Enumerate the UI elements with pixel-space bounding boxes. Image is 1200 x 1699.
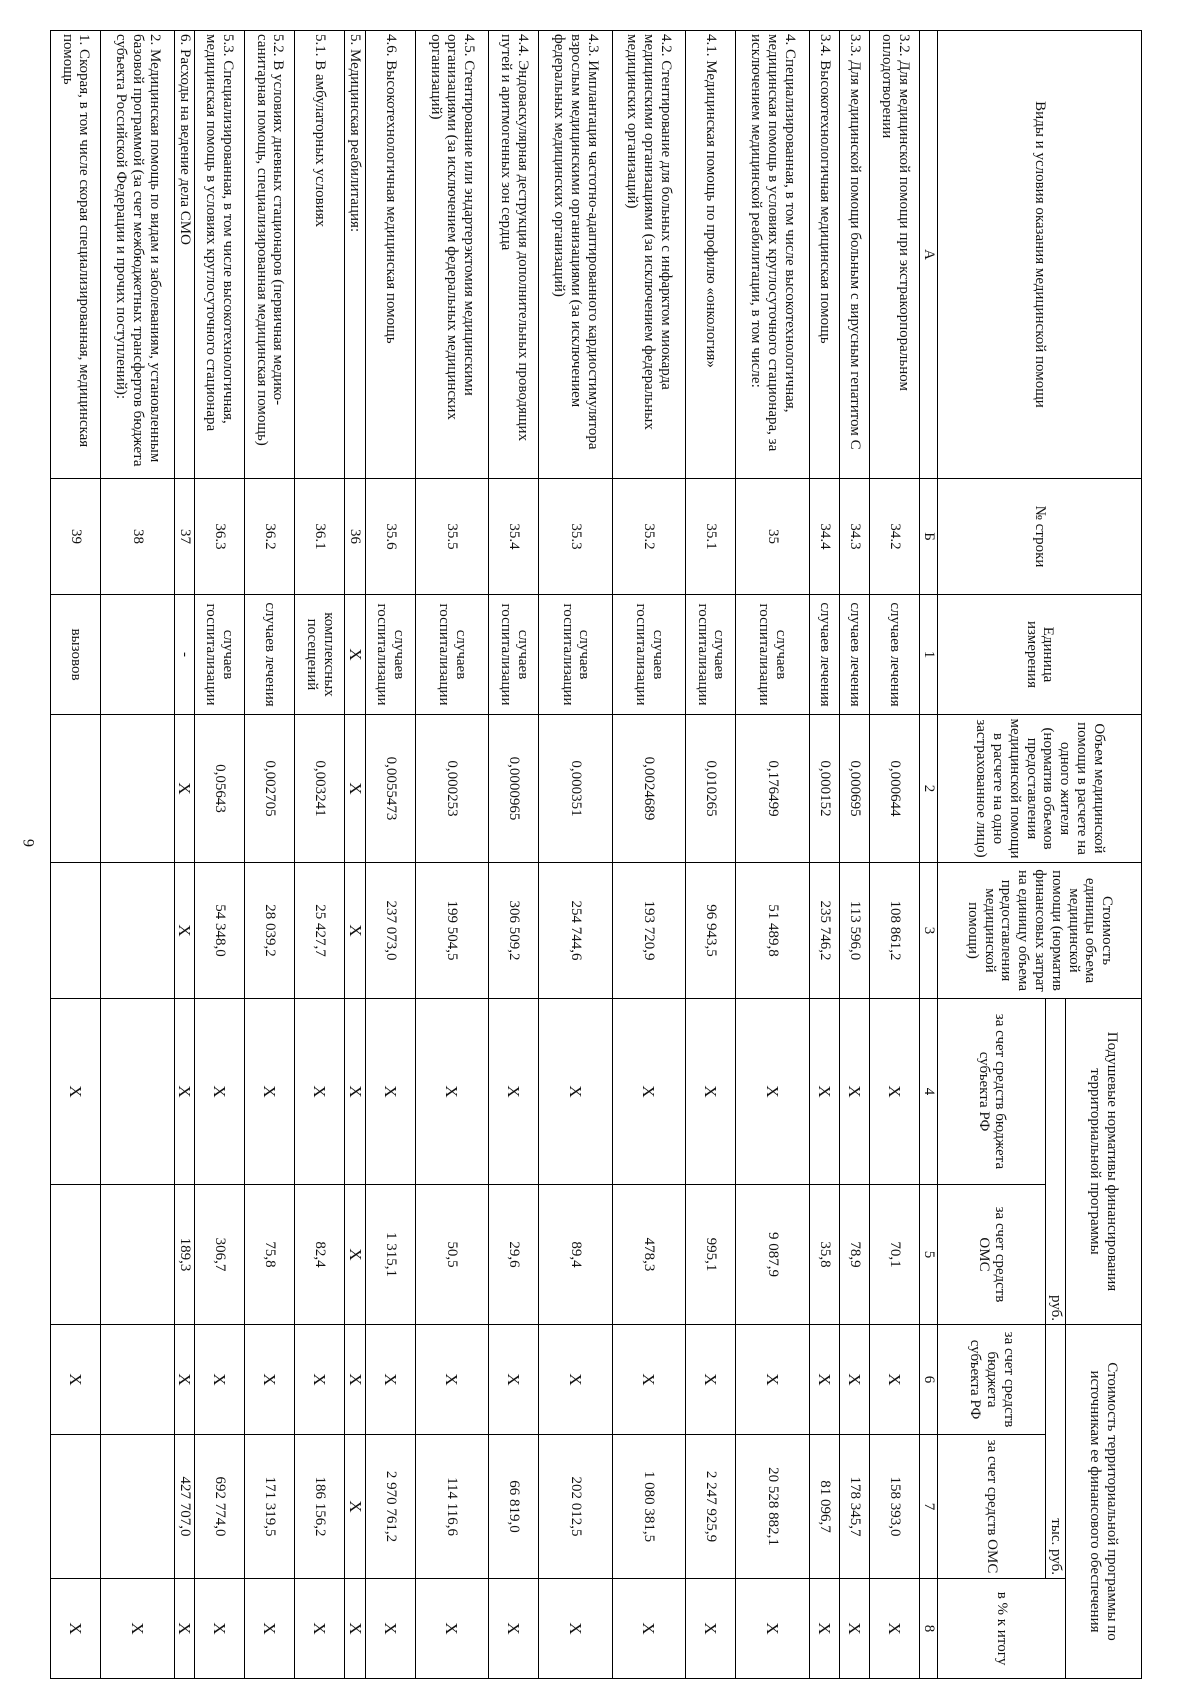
- cost-oms-cell: 81 096,7: [809, 1435, 839, 1579]
- table-row: [736, 31, 809, 1679]
- unit-cost-cell: 113 596,0: [839, 863, 869, 999]
- percent-cell: Х: [345, 1579, 365, 1679]
- volume-cell: 0,0024689: [612, 715, 685, 863]
- header-col-4: за счет средств бюджета субъекта РФ: [938, 999, 1046, 1185]
- unit-cell: случаев лечения: [839, 595, 869, 715]
- unit-cost-cell: 51 489,8: [736, 863, 809, 999]
- cost-budget-cell: [101, 1325, 174, 1435]
- cost-budget-cell: Х: [194, 1325, 244, 1435]
- percap-oms-cell: 189,3: [174, 1185, 194, 1325]
- unit-cell: Х: [345, 595, 365, 715]
- cost-oms-cell: 114 116,6: [415, 1435, 488, 1579]
- volume-cell: 0,000253: [415, 715, 488, 863]
- table-row: [489, 31, 539, 1679]
- row-label: 3.4. Высокотехнологичная медицинская помощь: [809, 31, 839, 479]
- table-row: [174, 31, 194, 1679]
- row-label: 4.3. Имплантация частотно-адаптированного кардиостимулятора взрослым медицинскими организациями (за исключением федеральных медицинских организаций): [539, 31, 612, 479]
- table-row: [415, 31, 488, 1679]
- percap-oms-cell: 75,8: [244, 1185, 294, 1325]
- row-number: 36.3: [194, 479, 244, 595]
- cost-budget-cell: Х: [365, 1325, 415, 1435]
- percap-oms-cell: 78,9: [839, 1185, 869, 1325]
- percap-budget-cell: Х: [839, 999, 869, 1185]
- cost-oms-cell: Х: [345, 1435, 365, 1579]
- percap-oms-cell: 89,4: [539, 1185, 612, 1325]
- percap-oms-cell: 82,4: [295, 1185, 345, 1325]
- unit-cell: случаев госпитализации: [489, 595, 539, 715]
- cost-budget-cell: Х: [415, 1325, 488, 1435]
- percap-oms-cell: 306,7: [194, 1185, 244, 1325]
- row-label: 4.6. Высокотехнологичная медицинская помощь: [365, 31, 415, 479]
- unit-cell: случаев госпитализации: [194, 595, 244, 715]
- cost-budget-cell: Х: [345, 1325, 365, 1435]
- table-row: [365, 31, 415, 1679]
- percap-budget-cell: Х: [295, 999, 345, 1185]
- volume-cell: 0,010265: [686, 715, 736, 863]
- cost-oms-cell: 66 819,0: [489, 1435, 539, 1579]
- percap-budget-cell: Х: [345, 999, 365, 1185]
- unit-cost-cell: 25 427,7: [295, 863, 345, 999]
- percent-cell: Х: [489, 1579, 539, 1679]
- col-num-4: 4: [920, 999, 938, 1185]
- row-number: 37: [174, 479, 194, 595]
- table-row: [194, 31, 244, 1679]
- percent-cell: Х: [686, 1579, 736, 1679]
- col-num-2: 2: [920, 715, 938, 863]
- percent-cell: Х: [295, 1579, 345, 1679]
- table-row: [295, 31, 345, 1679]
- cost-oms-cell: 20 528 882,1: [736, 1435, 809, 1579]
- percent-cell: Х: [174, 1579, 194, 1679]
- percap-budget-cell: Х: [736, 999, 809, 1185]
- budget-table: [50, 30, 1142, 1679]
- volume-cell: 0,002705: [244, 715, 294, 863]
- col-num-6: 6: [920, 1325, 938, 1435]
- row-number: 35.6: [365, 479, 415, 595]
- row-label: 1. Скорая, в том числе скорая специализированная, медицинская помощь: [51, 31, 101, 479]
- table-row: [612, 31, 685, 1679]
- table-row: [870, 31, 920, 1679]
- page-number: 6: [21, 839, 38, 847]
- row-label: 5.3. Специализированная, в том числе высокотехнологичная, медицинская помощь в условиях круглосуточного стационара: [194, 31, 244, 479]
- cost-oms-cell: 2 970 761,2: [365, 1435, 415, 1579]
- percap-budget-cell: Х: [174, 999, 194, 1185]
- volume-cell: 0,0055473: [365, 715, 415, 863]
- cost-budget-cell: Х: [295, 1325, 345, 1435]
- percap-budget-cell: Х: [194, 999, 244, 1185]
- volume-cell: Х: [345, 715, 365, 863]
- row-number: 38: [101, 479, 174, 595]
- header-col-1: Единица измерения: [938, 595, 1142, 715]
- row-number: 35.5: [415, 479, 488, 595]
- cost-oms-cell: 158 393,0: [870, 1435, 920, 1579]
- table-row: [686, 31, 736, 1679]
- row-label: 2. Медицинская помощь по видам и заболеваниям, установленным базовой программой (за счет межбюджетных трансфертов бюджета субъекта Российской Федерации и прочих поступлений):: [101, 31, 174, 479]
- table-row: [345, 31, 365, 1679]
- row-label: 4.2. Стентирование для больных с инфарктом миокарда медицинскими организациями (за исключением федеральных медицинских организаций): [612, 31, 685, 479]
- unit-cell: комплексных посещений: [295, 595, 345, 715]
- cost-budget-cell: Х: [539, 1325, 612, 1435]
- row-label: 4.1. Медицинская помощь по профилю «онкология»: [686, 31, 736, 479]
- col-num-5: 5: [920, 1185, 938, 1325]
- row-number: 35.4: [489, 479, 539, 595]
- percap-oms-cell: 995,1: [686, 1185, 736, 1325]
- volume-cell: Х: [174, 715, 194, 863]
- row-label: 4.4. Эндоваскулярная деструкция дополнительных проводящих путей и аритмогенных зон сердца: [489, 31, 539, 479]
- unit-cost-cell: 306 509,2: [489, 863, 539, 999]
- percent-cell: Х: [870, 1579, 920, 1679]
- unit-cell: случаев госпитализации: [365, 595, 415, 715]
- percap-oms-cell: 35,8: [809, 1185, 839, 1325]
- table-row: [809, 31, 839, 1679]
- unit-cost-cell: 254 744,6: [539, 863, 612, 999]
- percent-cell: Х: [539, 1579, 612, 1679]
- percap-budget-cell: Х: [365, 999, 415, 1185]
- unit-cell: случаев лечения: [809, 595, 839, 715]
- cost-budget-cell: Х: [870, 1325, 920, 1435]
- row-label: 5. Медицинская реабилитация:: [345, 31, 365, 479]
- header-col-2: Объем медицинской помощи в расчете на одного жителя (норматив объемов предоставления медицинской помощи в расчете на одно застрахованное лицо): [938, 715, 1142, 863]
- col-num-1: 1: [920, 595, 938, 715]
- header-col-3: Стоимость единицы объема медицинской помощи (норматив финансовых затрат на единицу объема предоставления медицинской помощи): [938, 863, 1142, 999]
- rotated-page: [50, 30, 1142, 1678]
- col-num-a: А: [920, 31, 938, 479]
- row-number: 34.2: [870, 479, 920, 595]
- volume-cell: 0,000152: [809, 715, 839, 863]
- header-group-cost: Стоимость территориальной программы по источникам ее финансового обеспечения: [1066, 1325, 1142, 1679]
- row-label: 4. Специализированная, в том числе высокотехнологичная, медицинская помощь в условиях круглосуточного стационара, за исключением медицинской реабилитации, в том числе:: [736, 31, 809, 479]
- cost-oms-cell: 692 774,0: [194, 1435, 244, 1579]
- percap-budget-cell: [101, 999, 174, 1185]
- row-number: 35: [736, 479, 809, 595]
- cost-budget-cell: Х: [174, 1325, 194, 1435]
- percap-oms-cell: 1 315,1: [365, 1185, 415, 1325]
- header-col-5: за счет средств ОМС: [938, 1185, 1046, 1325]
- percent-cell: Х: [839, 1579, 869, 1679]
- header-col-b: № строки: [938, 479, 1142, 595]
- unit-cell: случаев лечения: [870, 595, 920, 715]
- unit-cost-cell: 96 943,5: [686, 863, 736, 999]
- row-label: 6. Расходы на ведение дела СМО: [174, 31, 194, 479]
- header-col-6: за счет средств бюджета субъекта РФ: [938, 1325, 1046, 1435]
- percap-oms-cell: 70,1: [870, 1185, 920, 1325]
- cost-oms-cell: 1 080 381,5: [612, 1435, 685, 1579]
- percap-budget-cell: Х: [809, 999, 839, 1185]
- unit-cell: вызовов: [51, 595, 101, 715]
- unit-cost-cell: 54 348,0: [194, 863, 244, 999]
- percap-oms-cell: 9 087,9: [736, 1185, 809, 1325]
- percent-cell: Х: [365, 1579, 415, 1679]
- table-row: [539, 31, 612, 1679]
- unit-cell: случаев госпитализации: [415, 595, 488, 715]
- volume-cell: 0,000695: [839, 715, 869, 863]
- cost-oms-cell: 202 012,5: [539, 1435, 612, 1579]
- table-row: [839, 31, 869, 1679]
- cost-oms-cell: 178 345,7: [839, 1435, 869, 1579]
- volume-cell: 0,000644: [870, 715, 920, 863]
- cost-budget-cell: Х: [489, 1325, 539, 1435]
- row-label: 3.3. Для медицинской помощи больным с вирусным гепатитом С: [839, 31, 869, 479]
- percap-oms-cell: 478,3: [612, 1185, 685, 1325]
- volume-cell: 0,003241: [295, 715, 345, 863]
- percent-cell: Х: [736, 1579, 809, 1679]
- percap-budget-cell: Х: [870, 999, 920, 1185]
- percap-oms-cell: Х: [345, 1185, 365, 1325]
- unit-cell: случаев госпитализации: [612, 595, 685, 715]
- percap-budget-cell: Х: [539, 999, 612, 1185]
- unit-cost-cell: 235 746,2: [809, 863, 839, 999]
- percent-cell: Х: [51, 1579, 101, 1679]
- cost-oms-cell: [101, 1435, 174, 1579]
- cost-oms-cell: 427 707,0: [174, 1435, 194, 1579]
- percap-oms-cell: [51, 1185, 101, 1325]
- row-label: 5.1. В амбулаторных условиях: [295, 31, 345, 479]
- percent-cell: Х: [194, 1579, 244, 1679]
- unit-cost-cell: [51, 863, 101, 999]
- table-row: [51, 31, 101, 1679]
- table-row: [101, 31, 174, 1679]
- col-num-7: 7: [920, 1435, 938, 1579]
- cost-oms-cell: 186 156,2: [295, 1435, 345, 1579]
- volume-cell: [51, 715, 101, 863]
- unit-cell: случаев госпитализации: [736, 595, 809, 715]
- unit-cell: случаев госпитализации: [539, 595, 612, 715]
- percap-budget-cell: Х: [686, 999, 736, 1185]
- header-thous-rub: тыс. руб.: [1046, 1325, 1066, 1579]
- percent-cell: Х: [809, 1579, 839, 1679]
- percent-cell: Х: [415, 1579, 488, 1679]
- unit-cost-cell: [101, 863, 174, 999]
- unit-cell: [101, 595, 174, 715]
- header-rub: руб.: [1046, 999, 1066, 1325]
- row-number: 36.1: [295, 479, 345, 595]
- row-number: 35.2: [612, 479, 685, 595]
- unit-cost-cell: 28 039,2: [244, 863, 294, 999]
- cost-budget-cell: Х: [736, 1325, 809, 1435]
- volume-cell: 0,176499: [736, 715, 809, 863]
- header-col-a: Виды и условия оказания медицинской помощи: [938, 31, 1142, 479]
- volume-cell: 0,05643: [194, 715, 244, 863]
- unit-cost-cell: 193 720,9: [612, 863, 685, 999]
- table-row: [244, 31, 294, 1679]
- unit-cost-cell: 108 861,2: [870, 863, 920, 999]
- percap-budget-cell: Х: [612, 999, 685, 1185]
- header-group-per-capita: Подушевые нормативы финансирования территориальной программы: [1066, 999, 1142, 1325]
- row-label: 4.5. Стентирование или эндартерэктомия медицинскими организациями (за исключением федеральных медицинских организаций): [415, 31, 488, 479]
- cost-oms-cell: 2 247 925,9: [686, 1435, 736, 1579]
- row-number: 34.4: [809, 479, 839, 595]
- percent-cell: Х: [101, 1579, 174, 1679]
- cost-budget-cell: Х: [839, 1325, 869, 1435]
- percap-budget-cell: Х: [489, 999, 539, 1185]
- row-number: 39: [51, 479, 101, 595]
- row-number: 35.3: [539, 479, 612, 595]
- cost-oms-cell: [51, 1435, 101, 1579]
- volume-cell: [101, 715, 174, 863]
- unit-cell: случаев госпитализации: [686, 595, 736, 715]
- row-number: 36: [345, 479, 365, 595]
- header-col-7: за счет средств ОМС: [938, 1435, 1046, 1579]
- percap-oms-cell: [101, 1185, 174, 1325]
- row-label: 3.2. Для медицинской помощи при экстракорпоральном оплодотворении: [870, 31, 920, 479]
- volume-cell: 0,000351: [539, 715, 612, 863]
- col-num-b: Б: [920, 479, 938, 595]
- row-number: 36.2: [244, 479, 294, 595]
- cost-budget-cell: Х: [51, 1325, 101, 1435]
- row-label: 5.2. В условиях дневных стационаров (первичная медико-санитарная помощь, специализированная медицинская помощь): [244, 31, 294, 479]
- header-col-8: в % к итогу: [938, 1579, 1066, 1679]
- percap-oms-cell: 50,5: [415, 1185, 488, 1325]
- cost-budget-cell: Х: [612, 1325, 685, 1435]
- cost-budget-cell: Х: [686, 1325, 736, 1435]
- unit-cost-cell: Х: [345, 863, 365, 999]
- unit-cell: -: [174, 595, 194, 715]
- unit-cell: случаев лечения: [244, 595, 294, 715]
- percent-cell: Х: [244, 1579, 294, 1679]
- col-num-3: 3: [920, 863, 938, 999]
- volume-cell: 0,0000965: [489, 715, 539, 863]
- row-number: 34.3: [839, 479, 869, 595]
- percap-budget-cell: Х: [415, 999, 488, 1185]
- percent-cell: Х: [612, 1579, 685, 1679]
- unit-cost-cell: 199 504,5: [415, 863, 488, 999]
- unit-cost-cell: Х: [174, 863, 194, 999]
- cost-budget-cell: Х: [244, 1325, 294, 1435]
- percap-budget-cell: Х: [244, 999, 294, 1185]
- row-number: 35.1: [686, 479, 736, 595]
- percap-budget-cell: Х: [51, 999, 101, 1185]
- cost-oms-cell: 171 319,5: [244, 1435, 294, 1579]
- percap-oms-cell: 29,6: [489, 1185, 539, 1325]
- unit-cost-cell: 237 073,0: [365, 863, 415, 999]
- col-num-8: 8: [920, 1579, 938, 1679]
- cost-budget-cell: Х: [809, 1325, 839, 1435]
